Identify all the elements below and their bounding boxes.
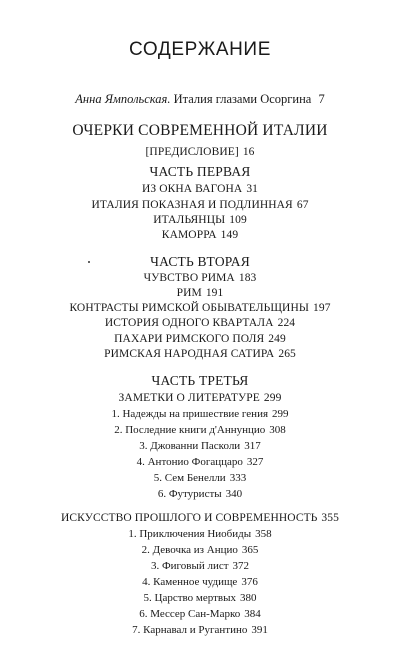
toc-subentry[interactable] <box>0 529 400 540</box>
entry-page: 265 <box>278 348 296 360</box>
entry-label: 2. Девочка из Анцио <box>141 544 238 556</box>
entry-label: ЧУВСТВО РИМА <box>143 272 235 284</box>
entry-page: 149 <box>220 229 239 241</box>
entry-label: РИМ <box>176 287 202 299</box>
entry-page: 16 <box>242 146 255 158</box>
toc-entry-section[interactable] <box>0 393 400 405</box>
entry-label: 1. Приключения Ниобиды <box>128 528 252 540</box>
entry-label: [ПРЕДИСЛОВИЕ] <box>145 146 239 158</box>
entry-page: 67 <box>296 199 309 211</box>
entry-page: 372 <box>232 560 250 572</box>
toc-entry[interactable] <box>0 273 400 285</box>
intro-author: Анна Ямпольская. <box>75 92 171 106</box>
entry-page: 355 <box>321 512 339 524</box>
entry-page: 340 <box>225 488 243 500</box>
toc-entry[interactable] <box>0 334 400 346</box>
toc-subentry[interactable] <box>0 473 400 484</box>
entry-label: ИЗ ОКНА ВАГОНА <box>141 183 243 195</box>
toc-subentry[interactable] <box>0 609 400 620</box>
toc-subentry[interactable] <box>0 577 400 588</box>
entry-label: 6. Футуристы <box>157 488 222 500</box>
entry-label: 6. Мессер Сан-Марко <box>139 608 241 620</box>
entry-label: ИСКУССТВО ПРОШЛОГО И СОВРЕМЕННОСТЬ <box>61 512 318 524</box>
entry-page: 391 <box>251 624 268 636</box>
toc-entry[interactable] <box>0 230 400 242</box>
entry-page: 317 <box>244 440 261 452</box>
entry-label: ПАХАРИ РИМСКОГО ПОЛЯ <box>114 333 265 345</box>
intro-title: Италия глазами Осоргина <box>173 92 312 106</box>
toc-subentry[interactable] <box>0 545 400 556</box>
part3-heading: ЧАСТЬ ТРЕТЬЯ <box>151 373 249 388</box>
toc-subentry[interactable] <box>0 593 400 604</box>
entry-label: 5. Царство мертвых <box>143 592 236 604</box>
toc-entry[interactable] <box>0 200 400 212</box>
entry-label: 4. Антонио Фогаццаро <box>136 456 243 468</box>
entry-label: КОНТРАСТЫ РИМСКОЙ ОБЫВАТЕЛЬЩИНЫ <box>69 302 309 314</box>
entry-label: РИМСКАЯ НАРОДНАЯ САТИРА <box>104 348 275 360</box>
intro-entry[interactable] <box>0 93 400 106</box>
entry-page: 333 <box>229 472 247 484</box>
entry-label: 7. Карнавал и Ругантино <box>132 624 248 636</box>
toc-entry[interactable] <box>0 184 400 196</box>
toc-subentry[interactable] <box>0 489 400 500</box>
entry-page: 327 <box>246 456 264 468</box>
toc-entry-preface[interactable] <box>0 147 400 159</box>
entry-page: 31 <box>246 183 259 195</box>
entry-page: 299 <box>272 408 289 420</box>
entry-label: ЗАМЕТКИ О ЛИТЕРАТУРЕ <box>118 392 260 404</box>
toc-entry[interactable] <box>0 303 400 315</box>
entry-page: 224 <box>277 317 296 329</box>
part1-heading: ЧАСТЬ ПЕРВАЯ <box>149 164 251 179</box>
toc-subentry[interactable] <box>0 561 400 572</box>
toc-entry[interactable] <box>0 349 400 361</box>
page-title: СОДЕРЖАНИЕ <box>129 39 271 60</box>
entry-page: 308 <box>269 424 286 436</box>
entry-page: 365 <box>241 544 259 556</box>
entry-page: 358 <box>255 528 272 540</box>
toc-entry[interactable] <box>0 215 400 227</box>
intro-page: 7 <box>318 92 325 106</box>
part2-heading: ЧАСТЬ ВТОРАЯ <box>150 254 250 269</box>
toc-entry-section[interactable] <box>0 513 400 525</box>
entry-page: 380 <box>239 592 257 604</box>
toc-entry[interactable] <box>0 288 400 300</box>
toc-subentry[interactable] <box>0 625 400 636</box>
entry-label: 1. Надежды на пришествие гения <box>111 408 269 420</box>
entry-label: 4. Каменное чудище <box>142 576 238 588</box>
entry-label: КАМОРРА <box>161 229 217 241</box>
main-heading: ОЧЕРКИ СОВРЕМЕННОЙ ИТАЛИИ <box>72 122 328 139</box>
entry-page: 376 <box>241 576 258 588</box>
entry-page: 183 <box>238 272 257 284</box>
entry-page: 191 <box>205 287 224 299</box>
toc-subentry[interactable] <box>0 425 400 436</box>
entry-label: 5. Сем Бенелли <box>153 472 226 484</box>
entry-page: 197 <box>313 302 331 314</box>
toc-subentry[interactable] <box>0 457 400 468</box>
entry-label: 2. Последние книги д'Аннунцио <box>114 424 266 436</box>
entry-label: ИСТОРИЯ ОДНОГО КВАРТАЛА <box>104 317 274 329</box>
entry-label: 3. Фиговый лист <box>150 560 229 572</box>
entry-page: 384 <box>244 608 261 620</box>
entry-page: 109 <box>229 214 247 226</box>
toc-subentry[interactable] <box>0 441 400 452</box>
toc-entry[interactable] <box>0 318 400 330</box>
toc-subentry[interactable] <box>0 409 400 420</box>
entry-label: ИТАЛЬЯНЦЫ <box>153 214 226 226</box>
entry-page: 249 <box>268 333 286 345</box>
entry-page: 299 <box>263 392 282 404</box>
entry-label: ИТАЛИЯ ПОКАЗНАЯ И ПОДЛИННАЯ <box>91 199 293 211</box>
entry-label: 3. Джованни Пасколи <box>139 440 241 452</box>
